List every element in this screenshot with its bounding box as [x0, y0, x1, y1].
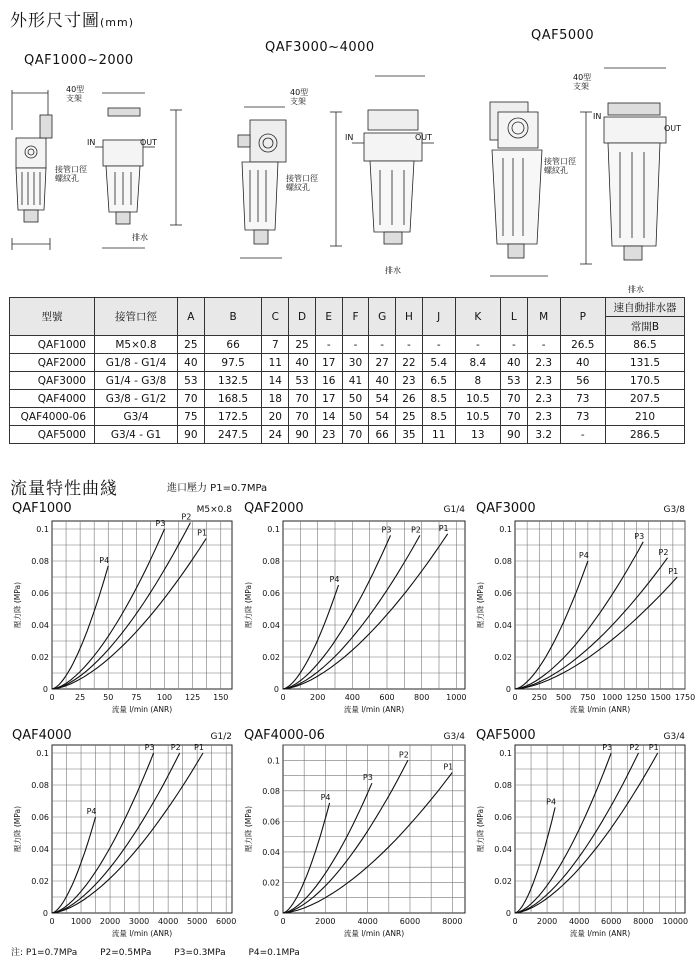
- x-tick-label: 5000: [186, 917, 208, 926]
- chart-title: QAF3000: [476, 501, 536, 516]
- y-tick-label: 0.1: [36, 525, 49, 534]
- model-label-1: QAF1000~2000: [24, 53, 134, 68]
- y-tick-label: 0.08: [494, 557, 512, 566]
- x-tick-label: 100: [156, 693, 173, 702]
- th-b: B: [204, 298, 262, 336]
- th-port: 接管口徑: [95, 298, 178, 336]
- th-f: F: [342, 298, 369, 336]
- flow-title: 流量特性曲綫: [10, 479, 118, 499]
- table-cell: 40: [560, 354, 605, 372]
- table-cell: 66: [204, 336, 262, 354]
- table-cell: 26: [396, 390, 423, 408]
- origin-label: 0: [42, 685, 48, 694]
- table-cell: 70: [289, 408, 316, 426]
- drain-label-3: 排水: [628, 285, 644, 294]
- y-tick-label: 0.1: [499, 749, 512, 758]
- series-label-p3: P3: [155, 519, 166, 528]
- chart-title: QAF5000: [476, 728, 536, 743]
- table-cell: 70: [342, 426, 369, 444]
- table-cell: 26.5: [560, 336, 605, 354]
- table-cell: 25: [178, 336, 205, 354]
- table-cell: 247.5: [204, 426, 262, 444]
- th-drain: 速自動排水器: [606, 298, 685, 317]
- table-cell: 207.5: [606, 390, 685, 408]
- table-cell: 11: [422, 426, 455, 444]
- table-cell: 23: [396, 372, 423, 390]
- drawing-qaf5000-side: [580, 68, 666, 264]
- cell-port: G1/8 - G1/4: [95, 354, 178, 372]
- x-tick-label: 400: [344, 693, 360, 702]
- table-cell: 40: [178, 354, 205, 372]
- x-tick-label: 2000: [315, 917, 336, 926]
- drawing-qaf3000-front: [238, 107, 286, 258]
- table-cell: 5.4: [422, 354, 455, 372]
- flow-condition: 進口壓力 P1=0.7MPa: [167, 483, 268, 494]
- table-cell: 8.4: [455, 354, 500, 372]
- th-model: 型號: [10, 298, 95, 336]
- table-cell: 70: [178, 390, 205, 408]
- table-cell: 8.5: [422, 390, 455, 408]
- series-label-p4: P4: [546, 797, 557, 807]
- x-tick-label: 50: [103, 693, 114, 702]
- dimensions-title: [10, 6, 134, 31]
- bracket-label-1-b: 支架: [66, 94, 82, 103]
- th-p: P: [560, 298, 605, 336]
- y-axis-label: 壓力降 (MPa): [13, 582, 22, 628]
- table-cell: 10.5: [455, 408, 500, 426]
- table-cell: 132.5: [204, 372, 262, 390]
- chart-port-label: G1/2: [210, 732, 232, 742]
- cell-model: QAF2000: [10, 354, 95, 372]
- chart-title: QAF4000: [12, 728, 72, 743]
- y-tick-label: 0.04: [494, 845, 512, 854]
- x-tick-label: 0: [280, 917, 286, 926]
- x-axis-label: 流量 l/min (ANR): [569, 705, 631, 714]
- port-label-3-b: 螺紋孔: [544, 166, 568, 175]
- table-cell: 210: [606, 408, 685, 426]
- cell-port: G3/8 - G1/2: [95, 390, 178, 408]
- table-cell: 50: [342, 408, 369, 426]
- series-label-p4: P4: [329, 575, 340, 584]
- table-cell: 90: [289, 426, 316, 444]
- y-tick-label: 0.04: [31, 845, 49, 854]
- x-axis-label: 流量 l/min (ANR): [111, 929, 173, 938]
- y-tick-label: 0.1: [36, 749, 49, 758]
- table-cell: 73: [560, 390, 605, 408]
- table-cell: 70: [501, 390, 528, 408]
- bracket-label-2: [290, 88, 308, 106]
- x-tick-label: 0: [280, 693, 286, 702]
- table-row: [10, 426, 685, 444]
- table-cell: 14: [315, 408, 342, 426]
- table-cell: 7: [262, 336, 289, 354]
- table-cell: -: [422, 336, 455, 354]
- model-label-3: QAF5000: [531, 28, 595, 43]
- table-cell: 73: [560, 408, 605, 426]
- port-label-3-a: 接管口徑: [544, 157, 576, 166]
- x-tick-label: 2000: [99, 917, 121, 926]
- x-tick-label: 200: [310, 693, 326, 702]
- y-tick-label: 0.06: [262, 817, 280, 827]
- table-cell: 2.3: [527, 390, 560, 408]
- table-cell: 2.3: [527, 354, 560, 372]
- dimensions-unit: (mm): [100, 16, 135, 29]
- table-cell: 3.2: [527, 426, 560, 444]
- table-cell: 25: [396, 408, 423, 426]
- table-cell: 16: [315, 372, 342, 390]
- th-e: E: [315, 298, 342, 336]
- series-label-p1: P1: [197, 528, 208, 538]
- table-row: [10, 354, 685, 372]
- port-label-1-b: 螺紋孔: [55, 174, 79, 183]
- bracket-label-1: [66, 85, 84, 103]
- table-cell: 17: [315, 390, 342, 408]
- x-tick-label: 250: [531, 693, 547, 702]
- cell-model: QAF4000: [10, 390, 95, 408]
- bracket-label-3-a: 40型: [573, 73, 592, 82]
- x-axis-label: 流量 l/min (ANR): [569, 929, 631, 938]
- table-cell: -: [527, 336, 560, 354]
- x-tick-label: 1000: [446, 693, 467, 702]
- y-tick-label: 0.08: [31, 557, 49, 566]
- cell-model: QAF4000-06: [10, 408, 95, 426]
- cell-port: G1/4 - G3/8: [95, 372, 178, 390]
- series-label-p1: P1: [443, 762, 454, 772]
- x-axis-label: 流量 l/min (ANR): [343, 929, 405, 938]
- th-h: H: [396, 298, 423, 336]
- drain-label-2: 排水: [385, 266, 401, 275]
- table-cell: 13: [455, 426, 500, 444]
- series-label-p3: P3: [602, 743, 613, 752]
- out-label-1: OUT: [140, 138, 158, 147]
- y-tick-label: 0.08: [494, 781, 512, 790]
- x-tick-label: 1750: [674, 693, 695, 702]
- x-tick-label: 75: [131, 693, 142, 702]
- y-tick-label: 0.06: [31, 589, 49, 598]
- y-tick-label: 0.1: [499, 525, 512, 534]
- x-tick-label: 8000: [442, 917, 463, 926]
- in-label-3: IN: [593, 112, 602, 121]
- series-label-p2: P2: [398, 750, 409, 760]
- table-cell: 41: [342, 372, 369, 390]
- cell-port: M5×0.8: [95, 336, 178, 354]
- table-cell: 23: [315, 426, 342, 444]
- table-cell: 10.5: [455, 390, 500, 408]
- out-label-2: OUT: [415, 133, 433, 142]
- x-tick-label: 150: [213, 693, 229, 702]
- bracket-label-2-a: 40型: [290, 88, 309, 97]
- table-cell: 168.5: [204, 390, 262, 408]
- out-label-3: OUT: [664, 124, 682, 133]
- origin-label: 0: [273, 685, 279, 694]
- in-label-2: IN: [345, 133, 354, 142]
- origin-label: 0: [273, 909, 279, 918]
- y-tick-label: 0.02: [31, 877, 49, 886]
- table-cell: 53: [289, 372, 316, 390]
- chart-port-label: G3/4: [443, 732, 465, 742]
- y-tick-label: 0.04: [31, 621, 49, 630]
- table-cell: -: [396, 336, 423, 354]
- table-cell: 286.5: [606, 426, 685, 444]
- table-row: [10, 408, 685, 426]
- table-row: [10, 336, 685, 354]
- th-d: D: [289, 298, 316, 336]
- x-tick-label: 4000: [568, 917, 590, 926]
- cell-model: QAF5000: [10, 426, 95, 444]
- model-label-2: QAF3000~4000: [265, 40, 375, 55]
- table-cell: 53: [501, 372, 528, 390]
- table-cell: -: [369, 336, 396, 354]
- y-tick-label: 0.02: [31, 653, 49, 662]
- series-label-p3: P3: [381, 525, 392, 535]
- series-label-p1: P1: [438, 523, 449, 533]
- y-axis-label: 壓力降 (MPa): [13, 806, 22, 852]
- table-cell: 2.3: [527, 372, 560, 390]
- table-cell: 53: [178, 372, 205, 390]
- th-g: G: [369, 298, 396, 336]
- chart-frame: [52, 745, 232, 913]
- chart-frame: [283, 521, 465, 689]
- table-cell: 172.5: [204, 408, 262, 426]
- chart-port-label: G3/8: [663, 505, 685, 515]
- x-tick-label: 1000: [70, 917, 92, 926]
- x-tick-label: 500: [555, 693, 572, 702]
- table-cell: -: [315, 336, 342, 354]
- series-label-p2: P2: [181, 512, 192, 522]
- x-tick-label: 600: [379, 693, 395, 702]
- table-cell: 75: [178, 408, 205, 426]
- table-cell: -: [560, 426, 605, 444]
- table-cell: 86.5: [606, 336, 685, 354]
- table-cell: 40: [501, 354, 528, 372]
- table-cell: -: [455, 336, 500, 354]
- table-row: [10, 390, 685, 408]
- x-tick-label: 2000: [536, 917, 558, 926]
- port-label-1-a: 接管口徑: [55, 165, 87, 174]
- x-tick-label: 25: [75, 693, 86, 702]
- chart-frame: [283, 745, 465, 913]
- origin-label: 0: [505, 909, 511, 918]
- y-tick-label: 0.08: [31, 781, 49, 790]
- series-label-p1: P1: [648, 743, 659, 752]
- origin-label: 0: [42, 909, 48, 918]
- y-tick-label: 0.1: [267, 525, 280, 534]
- y-tick-label: 0.06: [494, 589, 512, 598]
- table-cell: 54: [369, 408, 396, 426]
- x-tick-label: 0: [49, 917, 55, 926]
- y-tick-label: 0.08: [262, 557, 280, 566]
- x-tick-label: 4000: [357, 917, 378, 926]
- th-m: M: [527, 298, 560, 336]
- pressure-note: 注: P1=0.7MPa P2=0.5MPa P3=0.3MPa P4=0.1MPa: [11, 948, 300, 958]
- y-tick-label: 0.08: [262, 786, 280, 796]
- table-cell: -: [501, 336, 528, 354]
- port-label-2-a: 接管口徑: [286, 174, 318, 183]
- series-label-p4: P4: [86, 807, 97, 816]
- series-label-p1: P1: [668, 567, 679, 576]
- bracket-label-2-b: 支架: [290, 97, 306, 106]
- in-label-1: IN: [87, 138, 96, 147]
- chart-port-label: G1/4: [443, 505, 465, 515]
- bracket-label-3: [573, 73, 591, 91]
- table-cell: 35: [396, 426, 423, 444]
- x-tick-label: 1000: [601, 693, 623, 702]
- drawing-qaf3000-side: [330, 76, 434, 246]
- dimension-drawings: [0, 60, 695, 292]
- flow-charts: [0, 496, 695, 942]
- chart-title: QAF4000-06: [244, 728, 325, 743]
- th-j: J: [422, 298, 455, 336]
- x-tick-label: 125: [184, 693, 201, 702]
- x-tick-label: 8000: [633, 917, 654, 926]
- table-cell: 70: [501, 408, 528, 426]
- y-axis-label: 壓力降 (MPa): [244, 582, 253, 628]
- x-tick-label: 1500: [650, 693, 671, 702]
- table-cell: 20: [262, 408, 289, 426]
- table-cell: 56: [560, 372, 605, 390]
- table-cell: 11: [262, 354, 289, 372]
- series-label-p2: P2: [410, 525, 421, 535]
- x-tick-label: 0: [49, 693, 55, 702]
- series-label-p2: P2: [658, 547, 669, 557]
- table-cell: 8.5: [422, 408, 455, 426]
- y-tick-label: 0.04: [494, 621, 512, 630]
- series-label-p1: P1: [194, 743, 204, 752]
- y-tick-label: 0.04: [262, 847, 280, 857]
- cell-model: QAF1000: [10, 336, 95, 354]
- y-tick-label: 0.02: [262, 878, 280, 888]
- port-label-2-b: 螺紋孔: [286, 183, 310, 192]
- x-tick-label: 750: [580, 693, 596, 702]
- table-cell: 25: [289, 336, 316, 354]
- x-axis-label: 流量 l/min (ANR): [111, 705, 173, 714]
- table-cell: 22: [396, 354, 423, 372]
- x-tick-label: 1250: [626, 693, 647, 702]
- x-tick-label: 0: [512, 917, 518, 926]
- y-tick-label: 0.02: [494, 877, 512, 886]
- table-cell: 90: [178, 426, 205, 444]
- table-cell: 131.5: [606, 354, 685, 372]
- bracket-label-3-b: 支架: [573, 82, 589, 91]
- series-label-p4: P4: [99, 555, 110, 565]
- table-cell: 8: [455, 372, 500, 390]
- table-cell: 40: [369, 372, 396, 390]
- drawing-qaf5000-front: [490, 102, 548, 276]
- drawing-qaf1000-front: [12, 90, 52, 250]
- table-cell: 18: [262, 390, 289, 408]
- x-tick-label: 10000: [662, 917, 689, 926]
- table-cell: 70: [289, 390, 316, 408]
- series-label-p4: P4: [320, 793, 331, 803]
- chart-title: QAF1000: [12, 501, 72, 516]
- y-axis-label: 壓力降 (MPa): [476, 582, 485, 628]
- table-cell: 97.5: [204, 354, 262, 372]
- x-tick-label: 6000: [216, 917, 237, 926]
- table-cell: 17: [315, 354, 342, 372]
- table-cell: 24: [262, 426, 289, 444]
- chart-port-label: G3/4: [663, 732, 685, 742]
- x-tick-label: 6000: [399, 917, 421, 926]
- th-c: C: [262, 298, 289, 336]
- cell-port: G3/4: [95, 408, 178, 426]
- table-cell: 6.5: [422, 372, 455, 390]
- drain-label-1: 排水: [132, 233, 148, 242]
- chart-title: QAF2000: [244, 501, 304, 516]
- th-k: K: [455, 298, 500, 336]
- x-tick-label: 6000: [601, 917, 622, 926]
- spec-table: [9, 297, 685, 444]
- series-label-p3: P3: [362, 773, 373, 783]
- y-axis-label: 壓力降 (MPa): [244, 806, 253, 852]
- y-tick-label: 0.06: [494, 813, 512, 822]
- cell-port: G3/4 - G1: [95, 426, 178, 444]
- table-cell: 54: [369, 390, 396, 408]
- y-tick-label: 0.04: [262, 621, 280, 630]
- y-tick-label: 0.1: [267, 756, 280, 766]
- series-label-p3: P3: [634, 531, 645, 541]
- table-row: [10, 372, 685, 390]
- series-label-p4: P4: [578, 551, 589, 560]
- table-cell: 30: [342, 354, 369, 372]
- port-label-1: [55, 165, 87, 183]
- y-tick-label: 0.02: [494, 653, 512, 662]
- chart-port-label: M5×0.8: [196, 505, 232, 515]
- y-axis-label: 壓力降 (MPa): [476, 806, 485, 852]
- y-tick-label: 0.06: [262, 589, 280, 598]
- port-label-3: [544, 157, 576, 175]
- drawing-qaf1000-side: [95, 93, 182, 248]
- x-tick-label: 3000: [128, 917, 150, 926]
- dimensions-title-text: 外形尺寸圖: [10, 11, 100, 31]
- bracket-label-1-a: 40型: [66, 85, 85, 94]
- table-cell: 50: [342, 390, 369, 408]
- x-tick-label: 800: [414, 693, 430, 702]
- th-a: A: [178, 298, 205, 336]
- th-l: L: [501, 298, 528, 336]
- table-cell: 40: [289, 354, 316, 372]
- table-cell: -: [342, 336, 369, 354]
- table-cell: 90: [501, 426, 528, 444]
- x-tick-label: 0: [512, 693, 518, 702]
- series-label-p2: P2: [170, 743, 181, 752]
- spec-table-body: [10, 336, 685, 444]
- table-cell: 2.3: [527, 408, 560, 426]
- th-drain-b: 常開B: [606, 317, 685, 336]
- table-cell: 66: [369, 426, 396, 444]
- table-cell: 14: [262, 372, 289, 390]
- x-tick-label: 4000: [157, 917, 179, 926]
- series-label-p2: P2: [629, 743, 640, 752]
- y-tick-label: 0.06: [31, 813, 49, 822]
- series-label-p3: P3: [144, 743, 155, 752]
- x-axis-label: 流量 l/min (ANR): [343, 705, 405, 714]
- port-label-2: [286, 174, 318, 192]
- table-cell: 170.5: [606, 372, 685, 390]
- table-cell: 27: [369, 354, 396, 372]
- origin-label: 0: [505, 685, 511, 694]
- y-tick-label: 0.02: [262, 653, 280, 662]
- cell-model: QAF3000: [10, 372, 95, 390]
